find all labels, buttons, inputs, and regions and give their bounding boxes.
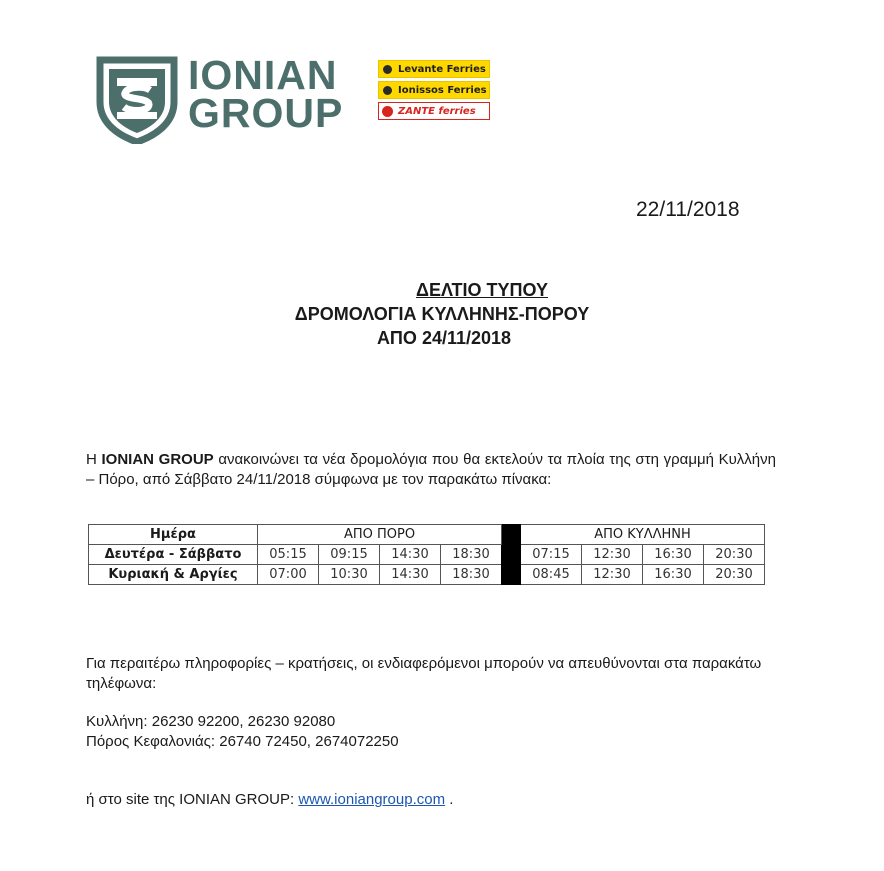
from-poros-header: ΑΠΟ ΠΟΡΟ bbox=[258, 525, 502, 545]
phone-poros: Πόρος Κεφαλονιάς: 26740 72450, 2674072250 bbox=[86, 733, 399, 750]
logo-wordmark bbox=[188, 52, 344, 136]
from-kyllini-header: ΑΠΟ ΚΥΛΛΗΝΗ bbox=[521, 525, 765, 545]
title-schedules: ΔΡΟΜΟΛΟΓΙΑ ΚΥΛΛΗΝΗΣ-ΠΟΡΟΥ bbox=[294, 304, 590, 324]
departure-time: 14:30 bbox=[380, 545, 441, 565]
brand-zante: ZANTE ferries bbox=[378, 102, 490, 120]
brand-ionissos: Ionissos Ferries bbox=[378, 81, 490, 99]
departure-time: 08:45 bbox=[521, 565, 582, 585]
brand-list bbox=[378, 60, 490, 123]
intro-paragraph: Η IONIAN GROUP ανακοινώνει τα νέα δρομολόγια που θα εκτελούν τα πλοία της στη γραμμή Κυλλήνη – Πόρο, από Σάββατο 24/11/2018 σύμφωνα με τον παρακάτω πίνακα: bbox=[86, 451, 776, 488]
logo-line-ionian: IONIAN bbox=[188, 52, 338, 98]
departure-time: 09:15 bbox=[319, 545, 380, 565]
ionissos-badge-icon bbox=[382, 85, 393, 96]
company-logo bbox=[92, 52, 502, 144]
press-release-title bbox=[0, 278, 884, 350]
departure-time: 18:30 bbox=[441, 565, 502, 585]
departure-time: 20:30 bbox=[704, 545, 765, 565]
day-column-header: Ημέρα bbox=[89, 525, 258, 545]
info-paragraph: Για περαιτέρω πληροφορίες – κρατήσεις, οι ενδιαφερόμενοι μπορούν να απευθύνονται στα παρακάτω τηλέφωνα: bbox=[86, 655, 762, 692]
departure-time: 10:30 bbox=[319, 565, 380, 585]
departure-time: 18:30 bbox=[441, 545, 502, 565]
levante-badge-icon bbox=[382, 64, 393, 75]
row-day: Κυριακή & Αργίες bbox=[89, 565, 258, 585]
departure-time: 07:00 bbox=[258, 565, 319, 585]
phone-list bbox=[86, 712, 399, 752]
departure-time: 05:15 bbox=[258, 545, 319, 565]
departure-time: 07:15 bbox=[521, 545, 582, 565]
table-header-row bbox=[89, 525, 765, 545]
departure-time: 12:30 bbox=[582, 545, 643, 565]
title-start-date: ΑΠΟ 24/11/2018 bbox=[376, 328, 512, 348]
column-divider bbox=[502, 525, 521, 585]
departure-time: 20:30 bbox=[704, 565, 765, 585]
table-row bbox=[89, 545, 765, 565]
row-day: Δευτέρα - Σάββατο bbox=[89, 545, 258, 565]
title-press-release: ΔΕΛΤΙΟ ΤΥΠΟΥ bbox=[416, 280, 548, 300]
document-date: 22/11/2018 bbox=[636, 198, 740, 221]
brand-levante: Levante Ferries bbox=[378, 60, 490, 78]
departure-time: 14:30 bbox=[380, 565, 441, 585]
website-link[interactable]: www.ioniangroup.com bbox=[298, 791, 446, 808]
shield-emblem-icon bbox=[92, 52, 182, 144]
departure-time: 12:30 bbox=[582, 565, 643, 585]
logo-line-group: GROUP bbox=[188, 90, 344, 136]
table-row bbox=[89, 565, 765, 585]
departure-time: 16:30 bbox=[643, 545, 704, 565]
phone-kyllini: Κυλλήνη: 26230 92200, 26230 92080 bbox=[86, 713, 336, 730]
website-line: ή στο site της IONIAN GROUP: www.ioniangroup.com . bbox=[86, 791, 454, 808]
departure-time: 16:30 bbox=[643, 565, 704, 585]
schedule-table bbox=[88, 524, 765, 585]
zante-badge-icon bbox=[382, 106, 393, 117]
company-name: IONIAN GROUP bbox=[101, 451, 214, 468]
